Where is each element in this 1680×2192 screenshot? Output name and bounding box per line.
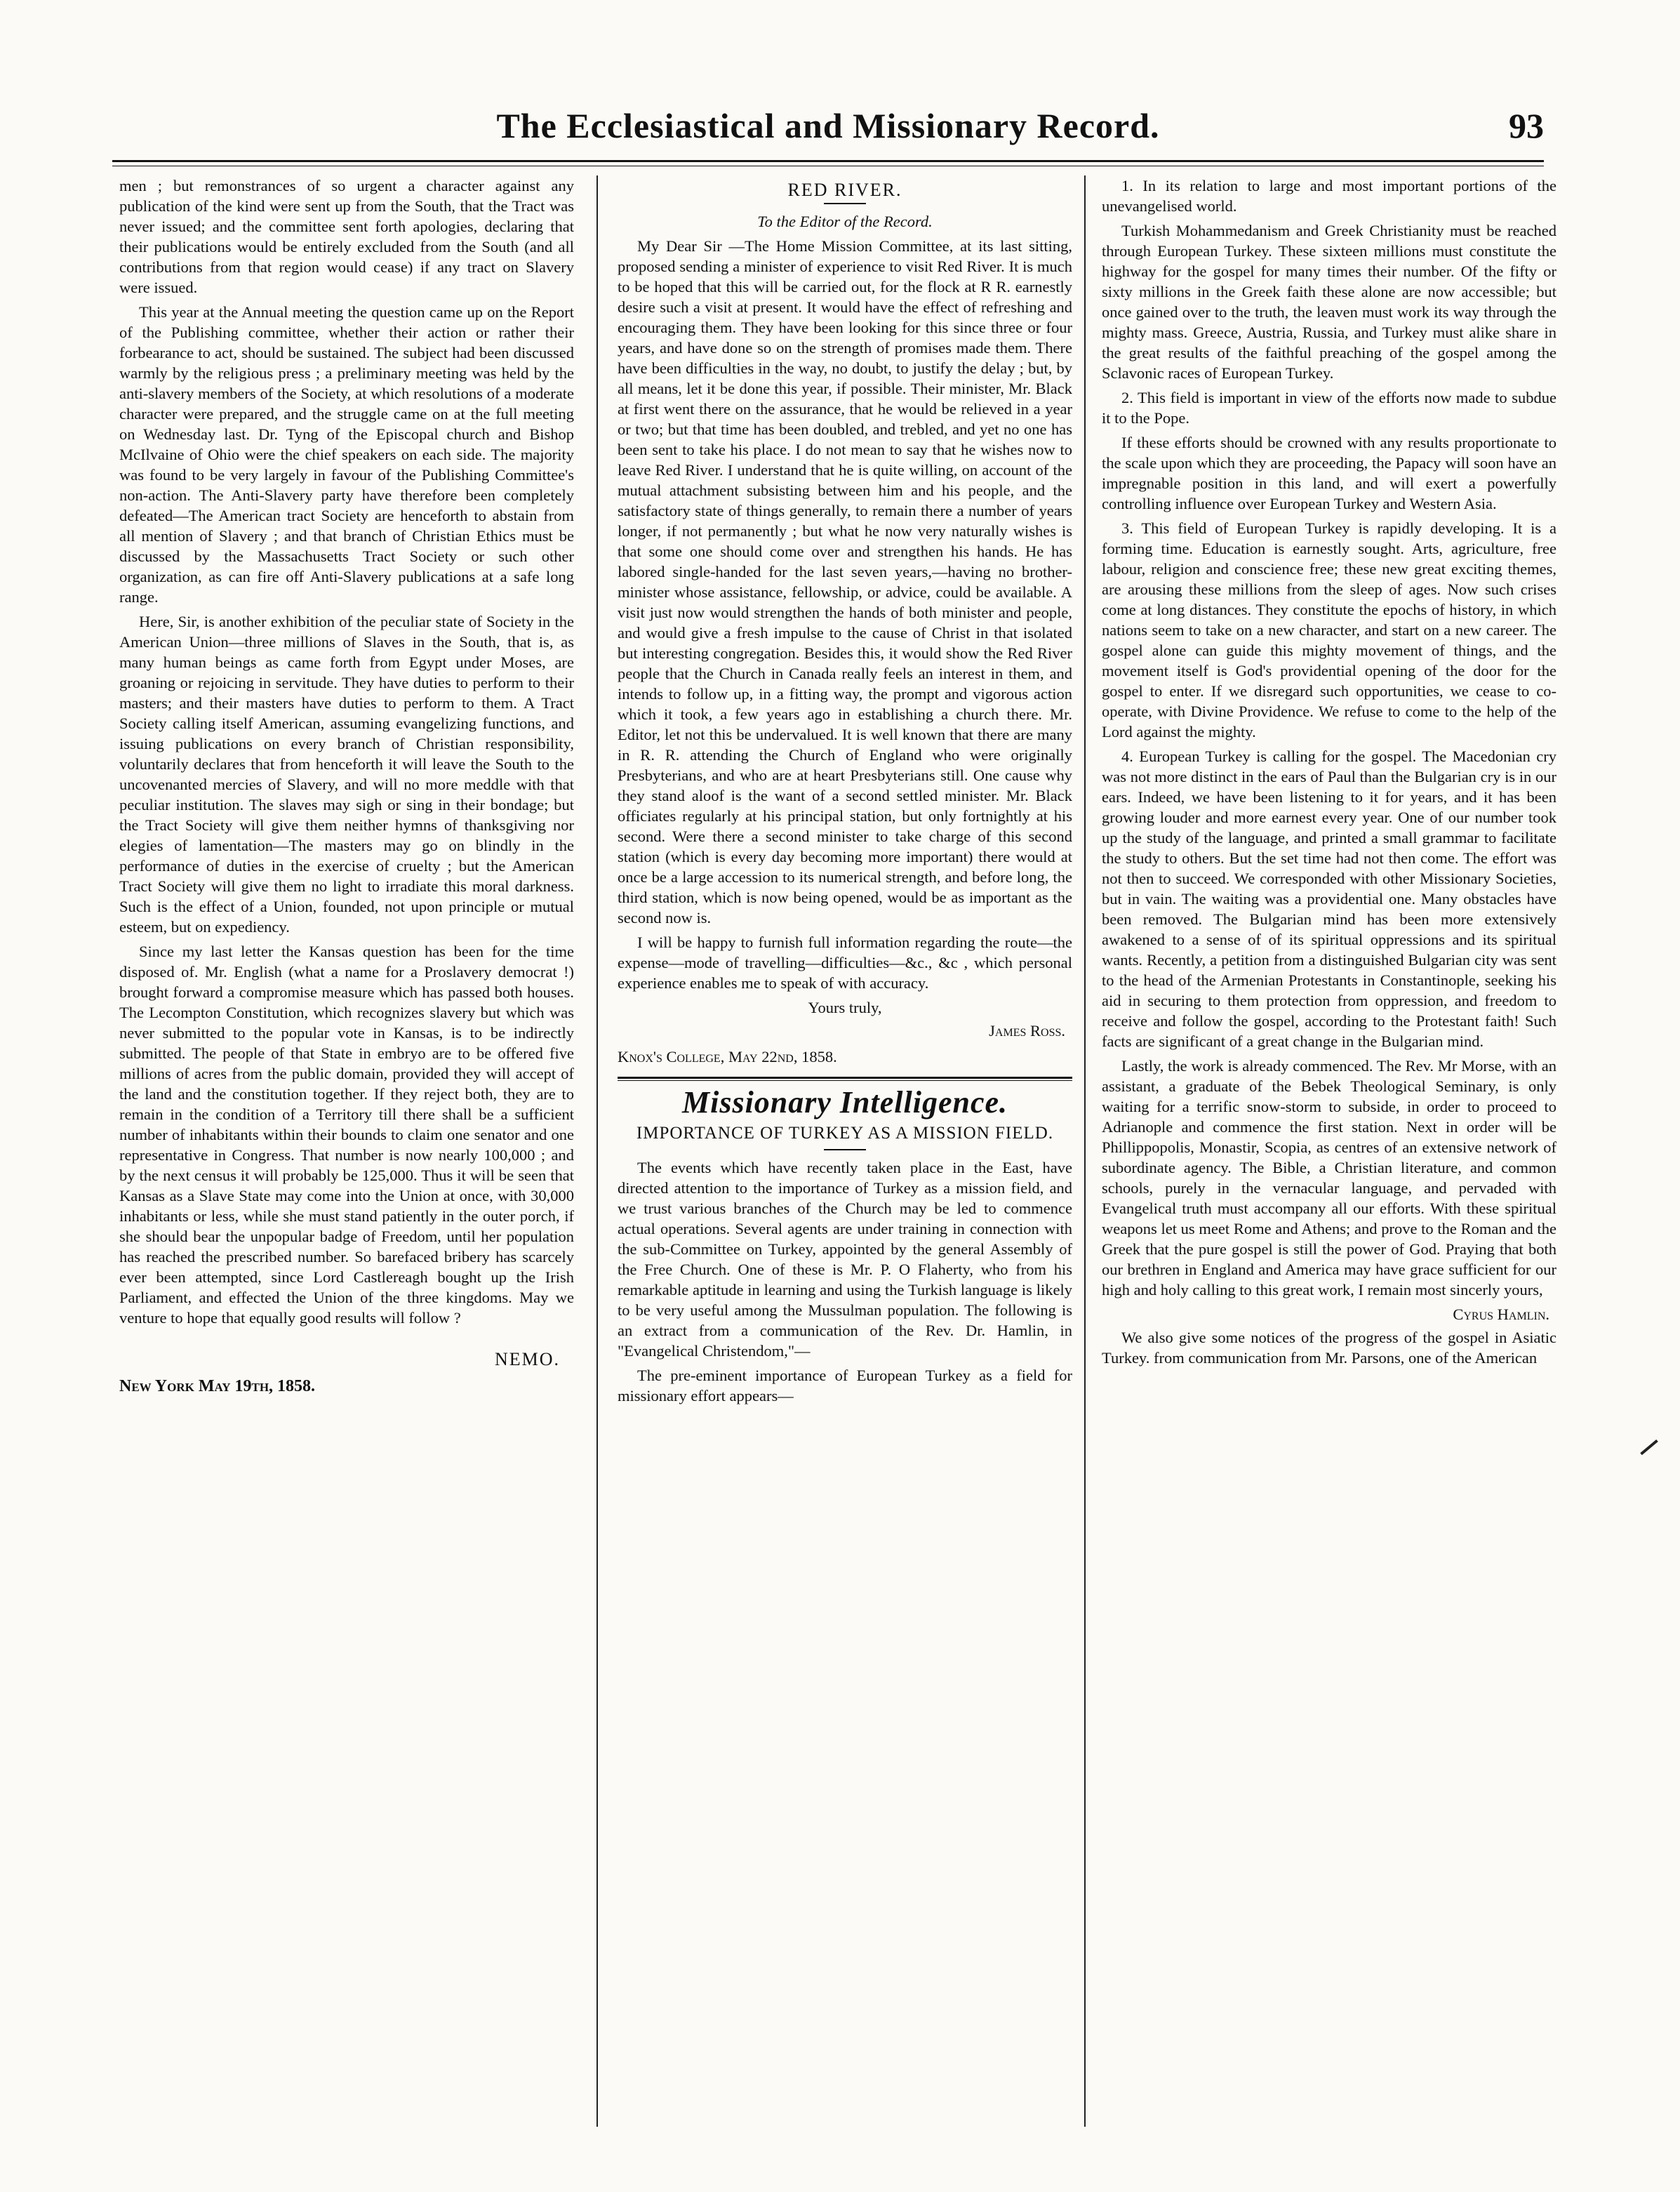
running-head (112, 105, 1544, 154)
col3-signature: Cyrus Hamlin. (1453, 1306, 1549, 1323)
short-rule (824, 1149, 866, 1150)
col2-paragraph-3: The events which have recently taken place in the East, have directed attention to the importance of Turkey as a mission field, and we trust various branches of the Church may be led to commence actual operations. Several agents are under training in connection with the sub-Committee on Turkey, appointed by the general Assembly of the Free Church. One of these is Mr. P. O Flaherty, who from his remarkable aptitude in learning and using the Turkish language is likely to be very useful among the Mussulman population. The following is an extract from a communication of the Rev. Dr. Hamlin, in "Evangelical Christendom,"— (618, 1159, 1072, 1360)
col1-paragraph-2: This year at the Annual meeting the question came up on the Report of the Publishing committee, whether their action or rather their forbearance to act, should be sustained. The subject had been discussed warmly by the religious press ; a preliminary meeting was held by the anti-slavery members of the Society, at which resolutions of a moderate character were prepared, and the struggle came on at the full meeting on Wednesday last. Dr. Tyng of the Episcopal church and Bishop McIlvaine of Ohio were the chief speakers on each side. The majority was found to be very largely in favour of the Publishing Committee's non-action. The Anti-Slavery party have therefore been completely defeated—The American tract Society are henceforth to abstain from all mention of Slavery ; and that branch of Christian Ethics must be discussed by the Massachusetts Tract Society or such other organization, as can fire off Anti-Slavery publications at a safe long range. (119, 303, 574, 606)
col2-paragraph-1: My Dear Sir —The Home Mission Committee, at its last sitting, proposed sending a minister of experience to visit Red River. It is much to be hoped that this will be carried out, for the flock at R R. earnestly desire such a visit at present. It would have the effect of refreshing and encouraging them. They have been looking for this since three or four years, and have done so on the strength of promises made them. There have been difficulties in the way, no doubt, to justify the delay ; but, by all means, let it be done this year, if possible. Their minister, Mr. Black at first went there on the assurance, that he would be relieved in a year or two; but that time has been doubled, and trebled, and yet no one has been sent to take his place. I do not mean to say that he wishes now to leave Red River. I understand that he is quite willing, on account of the mutual attachment subsisting between him and his people, and the satisfactory state of things generally, to remain there a number of years longer, if not permanently ; but what he now very naturally wishes is that some one should come over and strengthen his hands. He has labored single-handed for the last seven years,—having no brother-minister whose assistance, fellowship, or advice, could be available. A visit just now would strengthen the hands of both minister and people, and would give a fresh impulse to the cause of Christ in that isolated but interesting congregation. Besides this, it would show the Red River people that the Church in Canada really feels an interest in them, and intends to follow up, in a fitting way, the prompt and vigorous action which it took, a few years ago in establishing a church there. Mr. Editor, let not this be undervalued. It is well known that there are many in R. R. attending the Church of England who were originally Presbyterians, and who are at heart Presbyterians still. One cause why they stand aloof is the want of a second settled minister. Mr. Black officiates regularly at his principal station, but only fortnightly at his second. Were there a second minister to take charge of this second station (which is every day becoming more important) there would at once be a large accession to its numerical strength, and before long, the third station, which is now being opened, would be as important as the second now is. (618, 237, 1072, 926)
col1-signature: NEMO. (494, 1349, 560, 1369)
col3-paragraph-4: If these efforts should be crowned with any results proportionate to the scale upon which they are proceeding, the Papacy will soon have an impregnable position in this land, and will exert a powerfully controlling influence over European Turkey and Western Asia. (1102, 434, 1556, 512)
header-rule (112, 160, 1544, 162)
col1-paragraph-3: Here, Sir, is another exhibition of the peculiar state of Society in the American Union—three millions of Slaves in the South, that is, as many human beings as came forth from Egypt under Moses, are groaning or rejoicing in servitude. They have duties to perform to their masters; and their masters have duties to perform to them. A Tract Society calling itself American, assuming evangelizing functions, and issuing publications on every branch of Christian responsibility, voluntarily declares that from henceforth it will leave the South to the uncovenanted mercies of Slavery, and will no more meddle with that peculiar institution. The slaves may sigh or sing in their bondage; but the Tract Society will give them neither hymns of thanksgiving nor elegies of lamentation—The masters may go on blindly in the performance of duties in the exercise of cruelty ; but the American Tract Society will give them no light to irradiate this moral darkness. Such is the effect of a Union, founded, not upon principle or mutual esteem, but on expediency. (119, 613, 574, 936)
article-title: IMPORTANCE OF TURKEY AS A MISSION FIELD. (636, 1124, 1054, 1143)
col3-paragraph-5: 3. This field of European Turkey is rapidly developing. It is a forming time. Education is earnestly sought. Arts, agriculture, free labour, religion and conscience free; these new great exciting themes, are arousing these millions from the sleep of ages. Now such crises come at long distances. They constitute the epochs of history, in which nations seem to take on a new character, and start on a new career. The gospel alone can guide this mighty movement of things, and the movement itself is God's providential opening of the door for the gospel to enter. If we disregard such opportunities, we cease to co-operate, with Divine Providence. We refuse to come to the help of the Lord against the mighty. (1102, 519, 1556, 740)
column-rule-1 (596, 175, 598, 2127)
col2-signature: James Ross. (989, 1022, 1065, 1039)
missionary-intelligence-heading: Missionary Intelligence. (681, 1085, 1008, 1120)
col2-paragraph-4: The pre-eminent importance of European Turkey as a field for missionary effort appears— (618, 1367, 1072, 1404)
col3-paragraph-8: We also give some notices of the progress of the gospel in Asiatic Turkey. from communication from Mr. Parsons, one of the American (1102, 1329, 1556, 1367)
col1-paragraph-4: Since my last letter the Kansas question has been for the time disposed of. Mr. English (what a name for a Proslavery democrat !) brought forward a compromise measure which has passed both houses. The Lecompton Constitution, which recognizes slavery but which was never submitted to the popular vote in Kansas, is to be indirectly submitted. The people of that State in embryo are to be offered five millions of acres from the public domain, provided they will accept of the land and the constitution together. If they reject both, they are to remain in the condition of a Territory till there shall be a sufficient number of inhabitants within their bounds to claim one senator and one representative in Congress. That number is now nearly 100,000 ; and by the next census it will probably be 125,000. Thus it will be seen that Kansas as a Slave State may come into the Union at once, with 30,000 inhabitants or less, while she must stand patiently in the outer porch, if she should bear the unpopular badge of Freedom, until her population has reached the prescribed number. So barefaced bribery has scarcely ever been attempted, since Lord Castlereagh bought up the Irish Parliament, and effected the Union of the three kingdoms. May we venture to hope that equally good results will follow ? (119, 943, 574, 1327)
section-rule (618, 1077, 1072, 1079)
col1-place-date: New York May 19th, 1858. (119, 1377, 316, 1395)
column-2 (618, 175, 1072, 2127)
col2-place-date: Knox's College, May 22nd, 1858. (618, 1048, 837, 1065)
col3-paragraph-6: 4. European Turkey is calling for the gospel. The Macedonian cry was not more distinct in the ears of Paul than the Bulgarian cry is in our ears. Indeed, we have been listening to it for years, and it has been growing louder and more earnest every year. One of our number took up the study of the language, and printed a small grammar to facilitate the study to others. But the set time had not then come. The effort was not then to succeed. We corresponded with other Missionary Societies, but in vain. The waiting was a providential one. Many obstacles have been removed. The Bulgarian mind has been more extensively awakened to a sense of of its spiritual oppressions and its spiritual wants. Recently, a petition from a distinguished Bulgarian city was sent to the head of the Armenian Protestants in Constantinople, seeking his aid in securing to them protection from oppression, and freedom to receive and follow the gospel, according to the Protestant faith! Such facts are significant of a great change in the Bulgarian mind. (1102, 748, 1556, 1050)
col2-paragraph-2: I will be happy to furnish full information regarding the route—the expense—mode of travelling—difficulties—&c., &c , which personal experience enables me to speak of with accuracy. (618, 934, 1072, 992)
running-title: The Ecclesiastical and Missionary Record. (496, 106, 1160, 145)
margin-mark (1640, 1440, 1658, 1455)
col3-paragraph-1: 1. In its relation to large and most important portions of the unevangelised world. (1102, 177, 1556, 215)
col3-paragraph-7: Lastly, the work is already commenced. The Rev. Mr Morse, with an assistant, a graduate of the Bebek Theological Seminary, is only waiting for a terrific snow-storm to subside, in order to proceed to Adrianople and commence the first station. Next in order will be Phillippopolis, Monastir, Scopia, as centres of an extensive network of subordinate agency. The Bible, a Christian literature, and common schools, purely in the vernacular language, and pervaded with Evangelical truth must accompany all our efforts. With these spiritual weapons let us meet Rome and Athens; and prove to the Roman and the Greek that the pure gospel is still the power of God. Praying that both our brethren in England and America may have grace sufficient for our high and holy calling to this great work, I remain most sincerly yours, (1102, 1057, 1556, 1298)
col3-paragraph-3: 2. This field is important in view of the efforts now made to subdue it to the Pope. (1102, 389, 1556, 427)
page-number: 93 (1509, 106, 1544, 145)
section-heading-red-river: RED RIVER. (787, 180, 902, 200)
section-rule-thin (618, 1080, 1072, 1081)
col3-paragraph-2: Turkish Mohammedanism and Greek Christianity must be reached through European Turkey. These sixteen millions must constitute the highway for the gospel for many times their number. Of the fifty or sixty millions in the Greek faith these alone are now accessible; but once gained over to the truth, the leaven must work its way through the mighty mass. Greece, Austria, Russia, and Turkey must alike share in the great results of the faithful preaching of the gospel among the Sclavonic races of European Turkey. (1102, 222, 1556, 382)
column-3 (1102, 175, 1556, 2127)
col2-signoff: Yours truly, (808, 999, 882, 1016)
column-1 (119, 175, 574, 2127)
salutation-heading: To the Editor of the Record. (757, 213, 933, 230)
short-rule (824, 203, 866, 204)
column-rule-2 (1084, 175, 1086, 2127)
col1-paragraph-1: men ; but remonstrances of so urgent a character against any publication of the kind were sent up from the South, that the Tract was never issued; and the committee sent forth apologies, declaring that their publications would be entirely excluded from the South (and all contributions from that region would cease) if any tract on Slavery were issued. (119, 177, 574, 296)
